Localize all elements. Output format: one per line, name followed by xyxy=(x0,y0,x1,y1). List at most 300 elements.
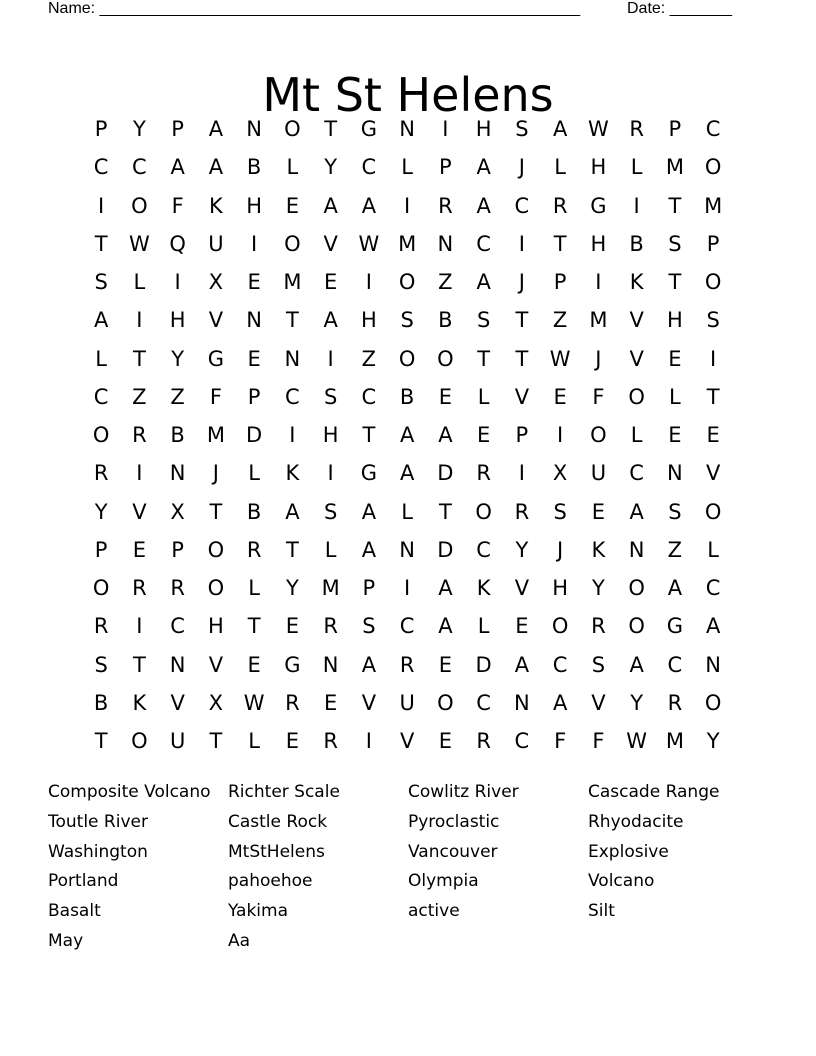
grid-cell[interactable]: S xyxy=(476,308,491,333)
grid-cell[interactable]: A xyxy=(399,423,415,448)
grid-cell[interactable]: Y xyxy=(285,576,299,601)
grid-cell[interactable]: N xyxy=(514,690,530,715)
grid-cell[interactable]: E xyxy=(285,614,300,639)
grid-cell[interactable]: N xyxy=(284,346,301,371)
grid-cell[interactable]: N xyxy=(628,537,645,562)
grid-cell[interactable]: R xyxy=(438,193,453,218)
grid-cell[interactable]: E xyxy=(132,537,147,562)
grid-cell[interactable]: E xyxy=(438,729,453,754)
grid-cell[interactable]: E xyxy=(247,346,261,371)
grid-cell[interactable]: T xyxy=(132,652,146,677)
grid-cell[interactable]: I xyxy=(518,461,525,486)
grid-cell[interactable]: A xyxy=(361,193,377,218)
grid-cell[interactable]: N xyxy=(169,652,186,677)
grid-cell[interactable]: P xyxy=(362,576,376,601)
grid-cell[interactable]: N xyxy=(437,231,454,256)
grid-cell[interactable]: C xyxy=(667,652,683,677)
grid-cell[interactable]: D xyxy=(437,461,454,486)
grid-cell[interactable]: E xyxy=(515,614,529,639)
grid-cell[interactable]: E xyxy=(668,423,682,448)
grid-cell[interactable]: R xyxy=(93,614,109,639)
grid-cell[interactable]: Y xyxy=(132,117,146,142)
grid-cell[interactable]: A xyxy=(361,652,377,677)
grid-cell[interactable]: T xyxy=(515,308,529,333)
grid-cell[interactable]: N xyxy=(246,117,262,142)
grid-cell[interactable]: E xyxy=(476,423,491,448)
grid-cell[interactable]: O xyxy=(92,423,110,448)
grid-cell[interactable]: I xyxy=(136,614,143,639)
grid-cell[interactable]: A xyxy=(476,155,491,180)
word-list-item: active xyxy=(408,901,460,922)
grid-cell[interactable]: T xyxy=(362,423,376,448)
grid-cell[interactable]: O xyxy=(131,193,148,218)
grid-cell[interactable]: P xyxy=(94,537,108,562)
grid-cell[interactable]: L xyxy=(401,155,413,180)
grid-cell[interactable]: I xyxy=(404,576,411,601)
grid-cell[interactable]: A xyxy=(323,308,338,333)
grid-cell[interactable]: Y xyxy=(591,576,605,601)
word-list-item: Cowlitz River xyxy=(408,782,519,802)
grid-cell[interactable]: W xyxy=(587,117,609,142)
grid-cell[interactable]: R xyxy=(552,193,568,218)
grid-cell[interactable]: V xyxy=(591,690,606,715)
grid-cell[interactable]: R xyxy=(514,499,530,524)
grid-cell[interactable]: H xyxy=(322,423,339,448)
grid-cell[interactable]: B xyxy=(170,423,185,448)
grid-cell[interactable]: L xyxy=(477,384,490,409)
grid-cell[interactable]: B xyxy=(246,155,262,180)
grid-cell[interactable]: L xyxy=(248,461,260,486)
grid-cell[interactable]: A xyxy=(705,614,721,639)
grid-cell[interactable]: P xyxy=(94,117,108,142)
grid-cell[interactable]: L xyxy=(286,155,299,180)
grid-cell[interactable]: Z xyxy=(438,270,453,295)
grid-cell[interactable]: M xyxy=(704,193,723,218)
grid-cell[interactable]: R xyxy=(399,652,415,677)
grid-cell[interactable]: L xyxy=(630,423,643,448)
grid-cell[interactable]: T xyxy=(515,346,529,371)
grid-cell[interactable]: O xyxy=(628,614,645,639)
grid-cell[interactable]: O xyxy=(704,155,722,180)
grid-cell[interactable]: Z xyxy=(552,308,568,333)
grid-cell[interactable]: T xyxy=(324,117,338,142)
grid-cell[interactable]: P xyxy=(553,270,567,295)
grid-cell[interactable]: T xyxy=(477,346,491,371)
grid-cell[interactable]: S xyxy=(515,117,529,142)
grid-cell[interactable]: C xyxy=(285,384,300,409)
grid-cell[interactable]: O xyxy=(131,729,148,754)
grid-cell[interactable]: F xyxy=(171,193,184,218)
grid-cell[interactable]: I xyxy=(442,117,449,142)
grid-cell[interactable]: K xyxy=(629,270,644,295)
grid-cell[interactable]: E xyxy=(285,729,300,754)
grid-cell[interactable]: A xyxy=(208,155,224,180)
grid-cell[interactable]: A xyxy=(476,270,491,295)
grid-cell[interactable]: S xyxy=(94,652,108,677)
grid-cell[interactable]: S xyxy=(591,652,606,677)
grid-cell[interactable]: W xyxy=(128,231,150,256)
grid-cell[interactable]: S xyxy=(668,231,682,256)
grid-cell[interactable]: E xyxy=(285,193,300,218)
grid-cell[interactable]: I xyxy=(136,308,143,333)
grid-cell[interactable]: S xyxy=(706,308,720,333)
grid-cell[interactable]: O xyxy=(284,117,301,142)
grid-cell[interactable]: O xyxy=(398,270,416,295)
grid-cell[interactable]: X xyxy=(170,499,185,524)
grid-cell[interactable]: C xyxy=(132,155,147,180)
grid-cell[interactable]: C xyxy=(629,461,644,486)
grid-cell[interactable]: L xyxy=(707,537,719,562)
grid-cell[interactable]: A xyxy=(438,614,453,639)
grid-cell[interactable]: N xyxy=(399,117,415,142)
grid-cell[interactable]: O xyxy=(437,346,454,371)
grid-cell[interactable]: A xyxy=(93,308,109,333)
grid-cell[interactable]: R xyxy=(170,576,185,601)
grid-cell[interactable]: K xyxy=(132,690,147,715)
grid-cell[interactable]: C xyxy=(476,537,491,562)
grid-cell[interactable]: W xyxy=(358,231,380,256)
grid-cell[interactable]: G xyxy=(360,117,378,142)
grid-cell[interactable]: A xyxy=(438,576,453,601)
grid-cell[interactable]: A xyxy=(629,652,644,677)
grid-cell[interactable]: O xyxy=(590,423,607,448)
grid-cell[interactable]: U xyxy=(399,690,415,715)
grid-cell[interactable]: T xyxy=(668,270,682,295)
grid-cell[interactable]: P xyxy=(171,537,184,562)
grid-cell[interactable]: E xyxy=(438,384,453,409)
grid-cell[interactable]: R xyxy=(591,614,606,639)
grid-cell[interactable]: S xyxy=(400,308,414,333)
grid-cell[interactable]: G xyxy=(284,652,301,677)
grid-cell[interactable]: G xyxy=(590,193,607,218)
page-title: Mt St Helens xyxy=(262,67,554,122)
grid-cell[interactable]: I xyxy=(365,270,372,295)
grid-cell[interactable]: C xyxy=(476,690,491,715)
grid-cell[interactable]: V xyxy=(323,231,338,256)
grid-cell[interactable]: V xyxy=(361,690,377,715)
grid-cell[interactable]: S xyxy=(553,499,567,524)
grid-cell[interactable]: M xyxy=(283,270,302,295)
grid-cell[interactable]: X xyxy=(208,270,224,295)
grid-cell[interactable]: A xyxy=(629,499,644,524)
grid-cell[interactable]: C xyxy=(705,576,721,601)
grid-cell[interactable]: S xyxy=(668,499,682,524)
grid-cell[interactable]: I xyxy=(289,423,296,448)
grid-cell[interactable]: I xyxy=(557,423,564,448)
grid-cell[interactable]: J xyxy=(557,537,564,562)
grid-cell[interactable]: I xyxy=(327,346,334,371)
grid-cell[interactable]: O xyxy=(704,270,722,295)
grid-cell[interactable]: L xyxy=(477,614,490,639)
grid-cell[interactable]: A xyxy=(399,461,415,486)
grid-cell[interactable]: Q xyxy=(169,231,186,256)
grid-cell[interactable]: X xyxy=(552,461,568,486)
grid-cell[interactable]: H xyxy=(360,308,377,333)
grid-cell[interactable]: V xyxy=(208,652,224,677)
grid-cell[interactable]: A xyxy=(170,155,185,180)
grid-cell[interactable]: E xyxy=(591,499,606,524)
word-list-item: Rhyodacite xyxy=(588,811,684,832)
grid-cell[interactable]: V xyxy=(514,384,530,409)
grid-cell[interactable]: K xyxy=(208,193,223,218)
grid-cell[interactable]: L xyxy=(95,346,107,371)
grid-cell[interactable]: T xyxy=(285,308,299,333)
grid-cell[interactable]: C xyxy=(399,614,415,639)
grid-cell[interactable]: M xyxy=(321,576,340,601)
grid-cell[interactable]: S xyxy=(323,499,338,524)
grid-cell[interactable]: Y xyxy=(515,537,529,562)
grid-cell[interactable]: B xyxy=(629,231,644,256)
grid-cell[interactable]: C xyxy=(514,729,530,754)
grid-cell[interactable]: H xyxy=(207,614,224,639)
grid-cell[interactable]: X xyxy=(208,690,224,715)
grid-cell[interactable]: E xyxy=(323,270,338,295)
grid-cell[interactable]: H xyxy=(666,308,683,333)
grid-cell[interactable]: G xyxy=(207,346,225,371)
grid-cell[interactable]: M xyxy=(206,423,225,448)
grid-cell[interactable]: U xyxy=(590,461,607,486)
grid-cell[interactable]: O xyxy=(628,576,645,601)
grid-cell[interactable]: J xyxy=(518,155,525,180)
grid-cell[interactable]: I xyxy=(136,461,143,486)
grid-cell[interactable]: O xyxy=(551,614,569,639)
grid-cell[interactable]: N xyxy=(399,537,415,562)
grid-cell[interactable]: A xyxy=(285,499,300,524)
grid-cell[interactable]: O xyxy=(284,231,301,256)
grid-cell[interactable]: V xyxy=(399,729,415,754)
grid-cell[interactable]: N xyxy=(705,652,721,677)
grid-cell[interactable]: C xyxy=(476,231,491,256)
grid-cell[interactable]: C xyxy=(361,155,377,180)
grid-cell[interactable]: P xyxy=(668,117,682,142)
grid-cell[interactable]: D xyxy=(475,652,492,677)
grid-cell[interactable]: I xyxy=(595,270,602,295)
grid-cell[interactable]: T xyxy=(285,537,299,562)
grid-cell[interactable]: O xyxy=(92,576,110,601)
grid-cell[interactable]: H xyxy=(169,308,186,333)
grid-cell[interactable]: J xyxy=(212,461,219,486)
grid-cell[interactable]: H xyxy=(475,117,492,142)
grid-cell[interactable]: W xyxy=(626,729,647,754)
grid-cell[interactable]: J xyxy=(595,346,602,371)
grid-cell[interactable]: W xyxy=(549,346,571,371)
grid-cell[interactable]: I xyxy=(518,231,525,256)
grid-cell[interactable]: O xyxy=(704,499,722,524)
grid-cell[interactable]: C xyxy=(361,384,377,409)
word-list-item: Toutle River xyxy=(48,811,148,832)
grid-cell[interactable]: P xyxy=(515,423,529,448)
grid-cell[interactable]: I xyxy=(365,729,372,754)
grid-cell[interactable]: A xyxy=(667,576,683,601)
grid-cell[interactable]: R xyxy=(246,537,262,562)
grid-cell[interactable]: C xyxy=(552,652,568,677)
grid-cell[interactable]: P xyxy=(706,231,720,256)
grid-cell[interactable]: A xyxy=(514,652,530,677)
grid-cell[interactable]: I xyxy=(98,193,105,218)
grid-cell[interactable]: V xyxy=(705,461,721,486)
grid-cell[interactable]: M xyxy=(589,308,608,333)
grid-cell[interactable]: I xyxy=(327,461,334,486)
grid-cell[interactable]: T xyxy=(94,231,108,256)
grid-cell[interactable]: E xyxy=(668,346,682,371)
grid-cell[interactable]: H xyxy=(552,576,569,601)
grid-cell[interactable]: G xyxy=(666,614,684,639)
grid-cell[interactable]: I xyxy=(174,270,181,295)
grid-cell[interactable]: P xyxy=(171,117,184,142)
grid-cell[interactable]: C xyxy=(514,193,530,218)
grid-cell[interactable]: E xyxy=(706,423,720,448)
grid-cell[interactable]: T xyxy=(132,346,146,371)
grid-cell[interactable]: Y xyxy=(324,155,338,180)
grid-cell[interactable]: N xyxy=(322,652,339,677)
grid-cell[interactable]: A xyxy=(208,117,224,142)
grid-cell[interactable]: N xyxy=(246,308,262,333)
grid-cell[interactable]: A xyxy=(476,193,491,218)
grid-cell[interactable]: K xyxy=(285,461,300,486)
grid-cell[interactable]: D xyxy=(437,537,454,562)
grid-cell[interactable]: R xyxy=(476,461,491,486)
grid-cell[interactable]: N xyxy=(667,461,683,486)
grid-cell[interactable]: V xyxy=(629,308,644,333)
grid-cell[interactable]: Z xyxy=(667,537,683,562)
grid-cell[interactable]: Y xyxy=(94,499,108,524)
grid-cell[interactable]: A xyxy=(323,193,338,218)
grid-cell[interactable]: O xyxy=(628,384,645,409)
grid-cell[interactable]: L xyxy=(133,270,146,295)
grid-cell[interactable]: C xyxy=(93,155,109,180)
word-list xyxy=(48,780,768,959)
grid-cell[interactable]: N xyxy=(169,461,186,486)
grid-cell[interactable]: H xyxy=(246,193,263,218)
grid-cell[interactable]: A xyxy=(552,690,568,715)
grid-cell[interactable]: R xyxy=(629,117,644,142)
word-list-item: Portland xyxy=(48,871,119,892)
grid-cell[interactable]: I xyxy=(710,346,717,371)
grid-cell[interactable]: V xyxy=(208,308,224,333)
word-list-item: Silt xyxy=(588,901,615,922)
grid-cell[interactable]: R xyxy=(476,729,491,754)
grid-cell[interactable]: S xyxy=(362,614,376,639)
grid-cell[interactable]: L xyxy=(324,537,337,562)
grid-cell[interactable]: J xyxy=(518,270,525,295)
grid-cell[interactable]: T xyxy=(209,499,223,524)
grid-cell[interactable]: T xyxy=(247,614,261,639)
grid-cell[interactable]: Y xyxy=(630,690,644,715)
grid-cell[interactable]: K xyxy=(476,576,491,601)
grid-cell[interactable]: H xyxy=(590,231,607,256)
grid-cell[interactable]: B xyxy=(93,690,109,715)
grid-cell[interactable]: L xyxy=(248,576,260,601)
grid-cell[interactable]: W xyxy=(243,690,265,715)
grid-cell[interactable]: Z xyxy=(170,384,185,409)
grid-cell[interactable]: S xyxy=(94,270,108,295)
grid-cell[interactable]: T xyxy=(553,231,567,256)
grid-cell[interactable]: L xyxy=(630,155,643,180)
grid-cell[interactable]: S xyxy=(323,384,338,409)
grid-cell[interactable]: Y xyxy=(706,729,720,754)
grid-cell[interactable]: O xyxy=(207,576,225,601)
grid-cell[interactable]: K xyxy=(591,537,606,562)
grid-cell[interactable]: V xyxy=(132,499,147,524)
grid-cell[interactable]: T xyxy=(209,729,223,754)
grid-cell[interactable]: F xyxy=(592,384,605,409)
grid-cell[interactable]: A xyxy=(552,117,568,142)
grid-cell[interactable]: A xyxy=(361,499,377,524)
grid-cell[interactable]: V xyxy=(514,576,530,601)
grid-cell[interactable]: V xyxy=(170,690,185,715)
grid-cell[interactable]: B xyxy=(438,308,453,333)
grid-cell[interactable]: E xyxy=(247,652,261,677)
grid-cell[interactable]: L xyxy=(401,499,413,524)
grid-cell[interactable]: I xyxy=(251,231,258,256)
grid-cell[interactable]: G xyxy=(360,461,378,486)
grid-cell[interactable]: E xyxy=(553,384,567,409)
grid-cell[interactable]: F xyxy=(209,384,222,409)
date-field[interactable]: Date: _______ xyxy=(627,0,732,17)
grid-cell[interactable]: C xyxy=(93,384,109,409)
grid-cell[interactable]: R xyxy=(667,690,683,715)
grid-cell[interactable]: R xyxy=(132,576,147,601)
grid-cell[interactable]: M xyxy=(665,729,684,754)
grid-cell[interactable]: O xyxy=(704,690,722,715)
grid-cell[interactable]: Y xyxy=(171,346,185,371)
grid-cell[interactable]: P xyxy=(439,155,452,180)
grid-cell[interactable]: V xyxy=(629,346,644,371)
grid-cell[interactable]: Z xyxy=(361,346,377,371)
grid-cell[interactable]: A xyxy=(361,537,377,562)
grid-cell[interactable]: O xyxy=(207,537,225,562)
grid-cell[interactable]: D xyxy=(246,423,263,448)
grid-cell[interactable]: O xyxy=(437,690,454,715)
grid-cell[interactable]: R xyxy=(93,461,109,486)
grid-cell[interactable]: L xyxy=(554,155,566,180)
grid-cell[interactable]: F xyxy=(554,729,567,754)
grid-cell[interactable]: O xyxy=(398,346,416,371)
grid-cell[interactable]: L xyxy=(248,729,260,754)
grid-cell[interactable]: C xyxy=(170,614,185,639)
grid-cell[interactable]: E xyxy=(438,652,453,677)
grid-cell[interactable]: T xyxy=(438,499,452,524)
grid-cell[interactable]: T xyxy=(94,729,108,754)
grid-cell[interactable]: E xyxy=(323,690,338,715)
grid-cell[interactable]: H xyxy=(590,155,607,180)
grid-cell[interactable]: R xyxy=(132,423,147,448)
grid-cell[interactable]: P xyxy=(247,384,261,409)
grid-cell[interactable]: L xyxy=(669,384,681,409)
grid-cell[interactable]: B xyxy=(246,499,262,524)
grid-cell[interactable]: Z xyxy=(132,384,147,409)
grid-cell[interactable]: F xyxy=(592,729,605,754)
grid-cell[interactable]: O xyxy=(475,499,492,524)
grid-cell[interactable]: A xyxy=(438,423,453,448)
grid-cell[interactable]: T xyxy=(668,193,682,218)
grid-cell[interactable]: C xyxy=(705,117,721,142)
name-field[interactable]: Name: ______________________________________________________ xyxy=(48,0,581,17)
grid-cell[interactable]: M xyxy=(398,231,417,256)
grid-cell[interactable]: T xyxy=(706,384,720,409)
grid-cell[interactable]: I xyxy=(633,193,640,218)
grid-cell[interactable]: U xyxy=(208,231,224,256)
grid-cell[interactable]: E xyxy=(247,270,261,295)
grid-cell[interactable]: R xyxy=(323,614,338,639)
grid-cell[interactable]: R xyxy=(323,729,338,754)
grid-cell[interactable]: R xyxy=(285,690,300,715)
grid-cell[interactable]: I xyxy=(404,193,411,218)
word-list-item: Aa xyxy=(228,930,251,951)
grid-cell[interactable]: B xyxy=(399,384,415,409)
grid-cell[interactable]: U xyxy=(169,729,186,754)
grid-cell[interactable]: M xyxy=(665,155,684,180)
